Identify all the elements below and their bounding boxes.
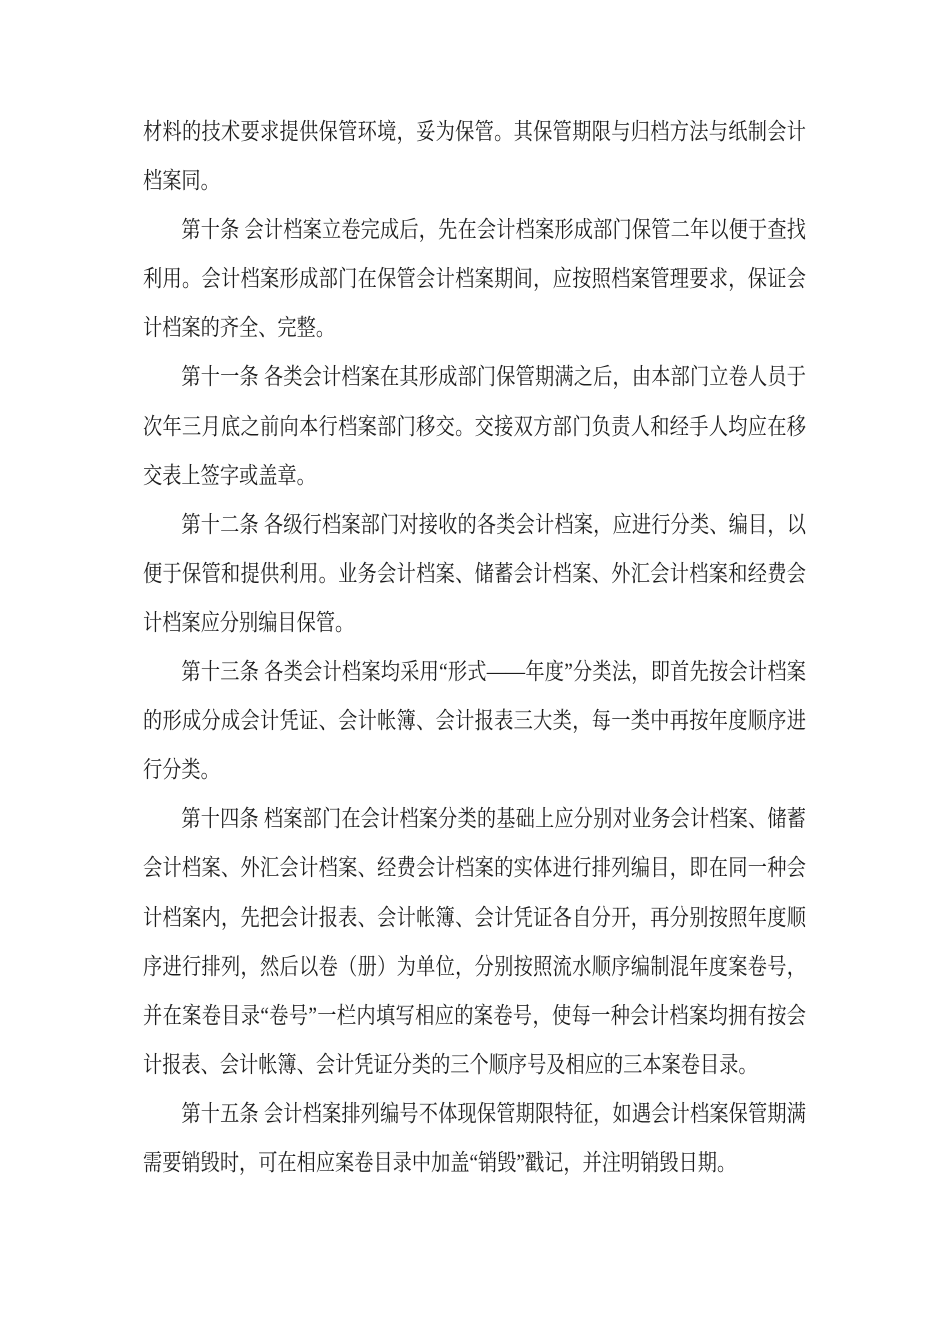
paragraph-article-12: 第十二条 各级行档案部门对接收的各类会计档案，应进行分类、编目，以便于保管和提供利用。业务会计档案、储蓄会计档案、外汇会计档案和经费会计档案应分别编目保管。 [143, 511, 806, 635]
paragraph-article-10: 第十条 会计档案立卷完成后，先在会计档案形成部门保管二年以便于查找利用。会计档案形成部门在保管会计档案期间，应按照档案管理要求，保证会计档案的齐全、完整。 [143, 217, 806, 341]
document-text-block [143, 107, 806, 1187]
paragraph-article-13: 第十三条 各类会计档案均采用“形式——年度”分类法，即首先按会计档案的形成分成会计凭证、会计帐簿、会计报表三大类，每一类中再按年度顺序进行分类。 [143, 659, 806, 783]
paragraph-article-15: 第十五条 会计档案排列编号不体现保管期限特征，如遇会计档案保管期满需要销毁时，可在相应案卷目录中加盖“销毁”戳记，并注明销毁日期。 [143, 1100, 806, 1175]
paragraph-article-14: 第十四条 档案部门在会计档案分类的基础上应分别对业务会计档案、储蓄会计档案、外汇会计档案、经费会计档案的实体进行排列编目，即在同一种会计档案内，先把会计报表、会计帐簿、会计凭证各自分开，再分别按照年度顺序进行排列，然后以卷（册）为单位，分别按照流水顺序编制混年度案卷号，并在案卷目录“卷号”一栏内填写相应的案卷号，使每一种会计档案均拥有按会计报表、会计帐簿、会计凭证分类的三个顺序号及相应的三本案卷目录。 [143, 806, 806, 1077]
paragraph-continuation: 材料的技术要求提供保管环境，妥为保管。其保管期限与归档方法与纸制会计档案同。 [143, 119, 806, 194]
paragraph-article-11: 第十一条 各类会计档案在其形成部门保管期满之后，由本部门立卷人员于次年三月底之前向本行档案部门移交。交接双方部门负责人和经手人均应在移交表上签字或盖章。 [143, 364, 806, 488]
